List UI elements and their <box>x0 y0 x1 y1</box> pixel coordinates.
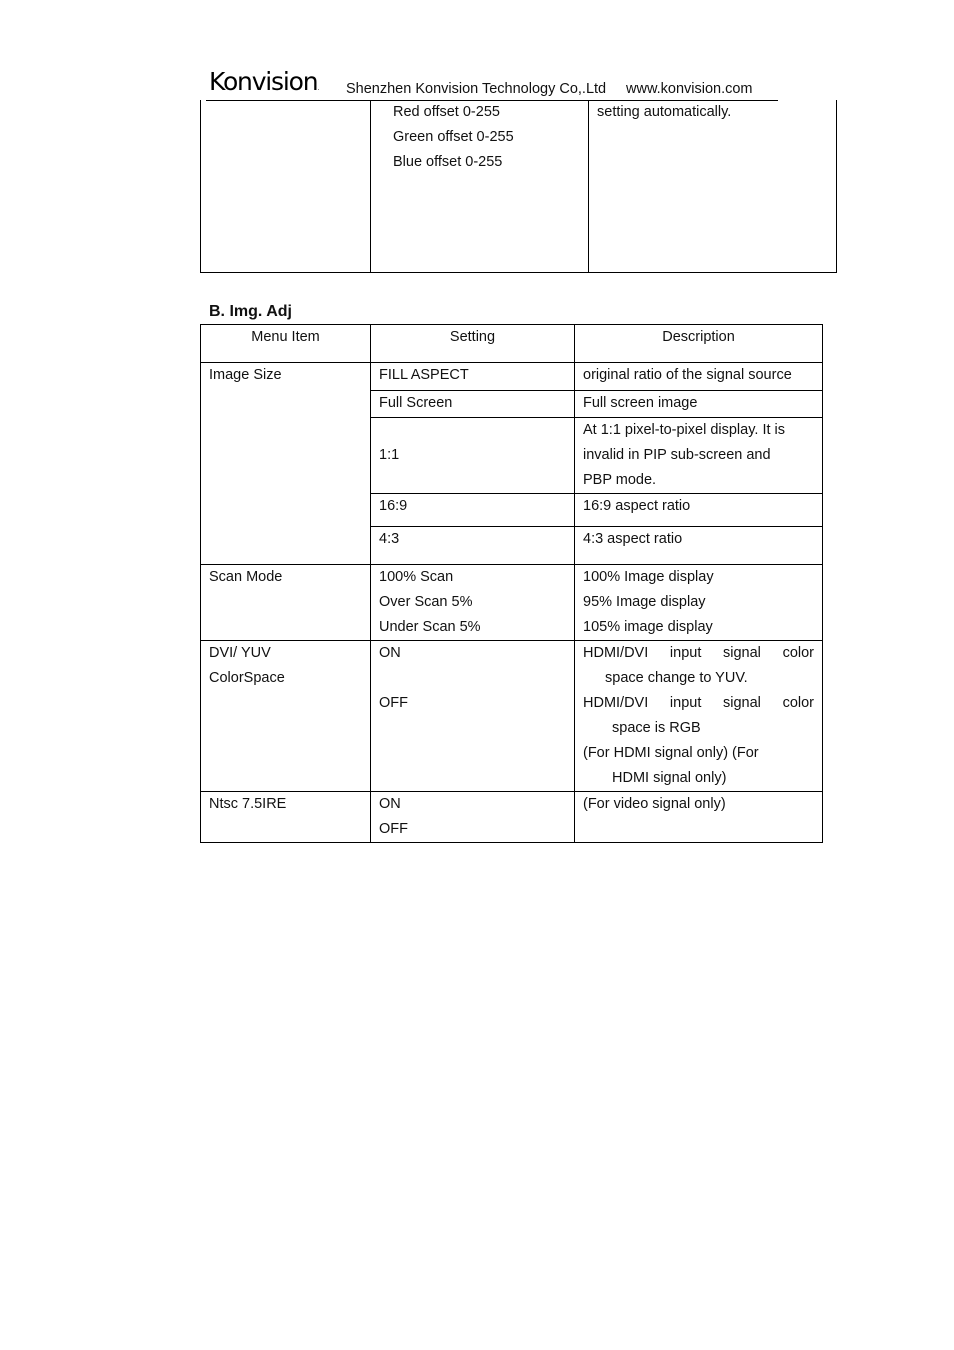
setting-line: ON <box>379 796 401 812</box>
section-title: B. Img. Adj <box>209 303 292 320</box>
setting-cell <box>371 792 575 843</box>
description-line: 105% image display <box>583 619 713 635</box>
description-cell <box>575 565 823 641</box>
description-cell: original ratio of the signal source <box>575 363 823 391</box>
setting-line: 100% Scan <box>379 569 454 585</box>
table-row <box>201 363 823 391</box>
menu-item-label: DVI/ YUV <box>209 645 271 661</box>
setting-cell: 4:3 <box>371 527 575 565</box>
setting-line: OFF <box>379 821 408 837</box>
description-line: space is RGB <box>612 720 701 736</box>
description-line: HDMI/DVI input signal color <box>583 645 814 661</box>
table-row <box>201 100 837 273</box>
description-line: At 1:1 pixel-to-pixel display. It is <box>583 422 786 438</box>
description-line: 100% Image display <box>583 569 714 585</box>
setting-cell <box>371 641 575 792</box>
page-header <box>206 66 778 101</box>
description-line: invalid in PIP sub-screen and <box>583 447 771 463</box>
menu-item-cell: Scan Mode <box>201 565 371 641</box>
menu-item-label: Image Size <box>209 367 282 383</box>
table-row <box>201 641 823 792</box>
description-cell: 4:3 aspect ratio <box>575 527 823 565</box>
setting-line: Under Scan 5% <box>379 619 481 635</box>
spacer <box>379 666 566 691</box>
menu-item-cell <box>201 363 371 565</box>
setting-line: OFF <box>379 695 408 711</box>
menu-item-cell <box>201 641 371 792</box>
continued-table <box>200 100 837 273</box>
menu-item-cell <box>201 100 371 273</box>
column-header: Menu Item <box>201 325 371 363</box>
table-row <box>201 792 823 843</box>
konvision-logo: Konvision. <box>209 67 319 96</box>
company-name: Shenzhen Konvision Technology Co,.Ltd <box>346 81 607 97</box>
setting-cell: 16:9 <box>371 494 575 527</box>
column-header: Setting <box>371 325 575 363</box>
description-line: space change to YUV. <box>605 670 748 686</box>
description-line: HDMI signal only) <box>612 770 727 786</box>
description-cell: 16:9 aspect ratio <box>575 494 823 527</box>
setting-line: Blue offset 0-255 <box>393 154 503 170</box>
img-adj-table <box>200 324 823 843</box>
description-line: PBP mode. <box>583 472 657 488</box>
setting-line: Over Scan 5% <box>379 594 473 610</box>
description-line: 95% Image display <box>583 594 706 610</box>
menu-item-cell: Ntsc 7.5IRE <box>201 792 371 843</box>
table-row <box>201 565 823 641</box>
setting-cell <box>371 100 589 273</box>
table-header-row <box>201 325 823 363</box>
description-line: setting automatically. <box>597 104 732 120</box>
column-header: Description <box>575 325 823 363</box>
description-cell: (For video signal only) <box>575 792 823 843</box>
description-cell <box>575 641 823 792</box>
setting-cell <box>371 565 575 641</box>
setting-cell: FILL ASPECT <box>371 363 575 391</box>
description-cell: Full screen image <box>575 391 823 418</box>
company-website: www.konvision.com <box>626 81 753 97</box>
description-line: (For HDMI signal only) (For <box>583 745 759 761</box>
setting-line: Red offset 0-255 <box>393 104 500 120</box>
description-cell <box>575 418 823 494</box>
setting-line: Green offset 0-255 <box>393 129 514 145</box>
description-cell <box>589 100 837 273</box>
description-line: HDMI/DVI input signal color <box>583 695 814 711</box>
setting-cell: 1:1 <box>371 418 575 494</box>
setting-line: ON <box>379 645 401 661</box>
setting-cell: Full Screen <box>371 391 575 418</box>
menu-item-label: ColorSpace <box>209 670 285 686</box>
